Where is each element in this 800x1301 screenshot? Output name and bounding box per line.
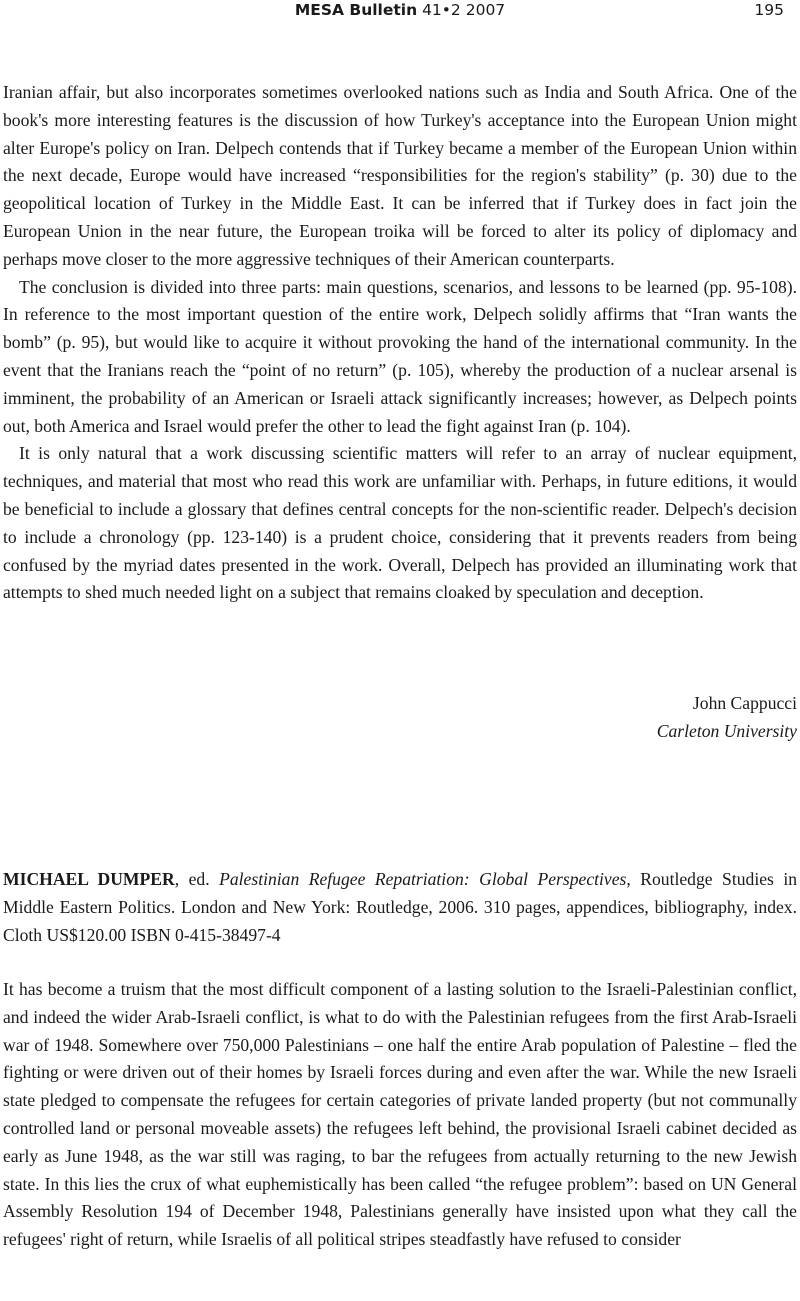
review-paragraph: It has become a truism that the most difficult component of a lasting solution to the Israeli-Palestinian conflict, and indeed the wider Arab-Israeli conflict, is what to do with the Palestinian refugees from the first Arab-Israeli war of 1948. Somewhere over 750,000 Palestinians – one half the entire Arab population of Palestine – fled the fighting or were driven out of their homes by Israeli forces during and even after the war. While the new Israeli state pledged to compensate the refugees for certain categories of private landed property (but not communally controlled land or personal moveable assets) the refugees left behind, the provisional Israeli cabinet decided as early as June 1948, as the war still was raging, to bar the refugees from actually returning to the new Jewish state. In this lies the crux of what euphemistically has been called “the refugee problem”: based on UN General Assembly Resolution 194 of December 1948, Palestinians generally have insisted upon what they call the refugees' right of return, while Israelis of all political stripes steadfastly have refused to consider — [3, 979, 797, 1250]
review2-body — [3, 976, 797, 1254]
book-title: Palestinian Refugee Repatriation: Global Perspectives — [219, 869, 627, 889]
reviewer-signature — [657, 690, 797, 746]
page-number: 195 — [754, 1, 784, 19]
review-paragraph: The conclusion is divided into three parts: main questions, scenarios, and lessons to be learned (pp. 95-108). In reference to the most important question of the entire work, Delpech solidly affirms that “Iran wants the bomb” (p. 95), but would like to acquire it without provoking the hand of the international community. In the event that the Iranians reach the “point of no return” (p. 105), whereby the production of a nuclear arsenal is imminent, the probability of an American or Israeli attack significantly increases; however, as Delpech points out, both America and Israel would prefer the other to lead the fight against Iran (p. 104). — [3, 276, 797, 436]
publication-details: , Routledge Studies in Middle Eastern Politics. London and New York: Routledge, 2006. 310 pages, appendices, bibliography, index. Cloth US$120.00 ISBN 0-415-38497-4 — [3, 869, 798, 945]
running-head — [0, 0, 800, 20]
editor-abbrev: , ed. — [174, 869, 210, 889]
book-author: MICHAEL DUMPER — [3, 869, 175, 889]
journal-title: MESA Bulletin — [294, 1, 418, 19]
review-paragraph: Iranian affair, but also incorporates sometimes overlooked nations such as India and South Africa. One of the book's more interesting features is the discussion of how Turkey's acceptance into the European Union might alter Europe's policy on Iran. Delpech contends that if Turkey became a member of the European Union within the next decade, Europe would have increased “responsibilities for the region's stability” (p. 30) due to the geopolitical location of Turkey in the Middle East. It can be inferred that if Turkey does in fact join the European Union in the near future, the European troika will be forced to alter its policy of diplomacy and perhaps move closer to the more aggressive techniques of their American counterparts. — [3, 82, 797, 269]
reviewer-affiliation: Carleton University — [656, 720, 797, 741]
reviewer-name: John Cappucci — [692, 693, 797, 713]
journal-volume: 41•2 2007 — [422, 1, 506, 19]
page-header — [0, 0, 800, 20]
review-paragraph: It is only natural that a work discussing scientific matters will refer to an array of nuclear equipment, techniques, and material that most who read this work are unfamiliar with. Perhaps, in future editions, it would be beneficial to include a glossary that defines central concepts for the non-scientific reader. Delpech's decision to include a chronology (pp. 123-140) is a prudent choice, considering that it prevents readers from being confused by the myriad dates presented in the work. Overall, Delpech has provided an illuminating work that attempts to shed much needed light on a subject that remains cloaked by speculation and deception. — [3, 443, 797, 603]
book-citation — [3, 866, 797, 949]
review-body — [3, 79, 797, 607]
